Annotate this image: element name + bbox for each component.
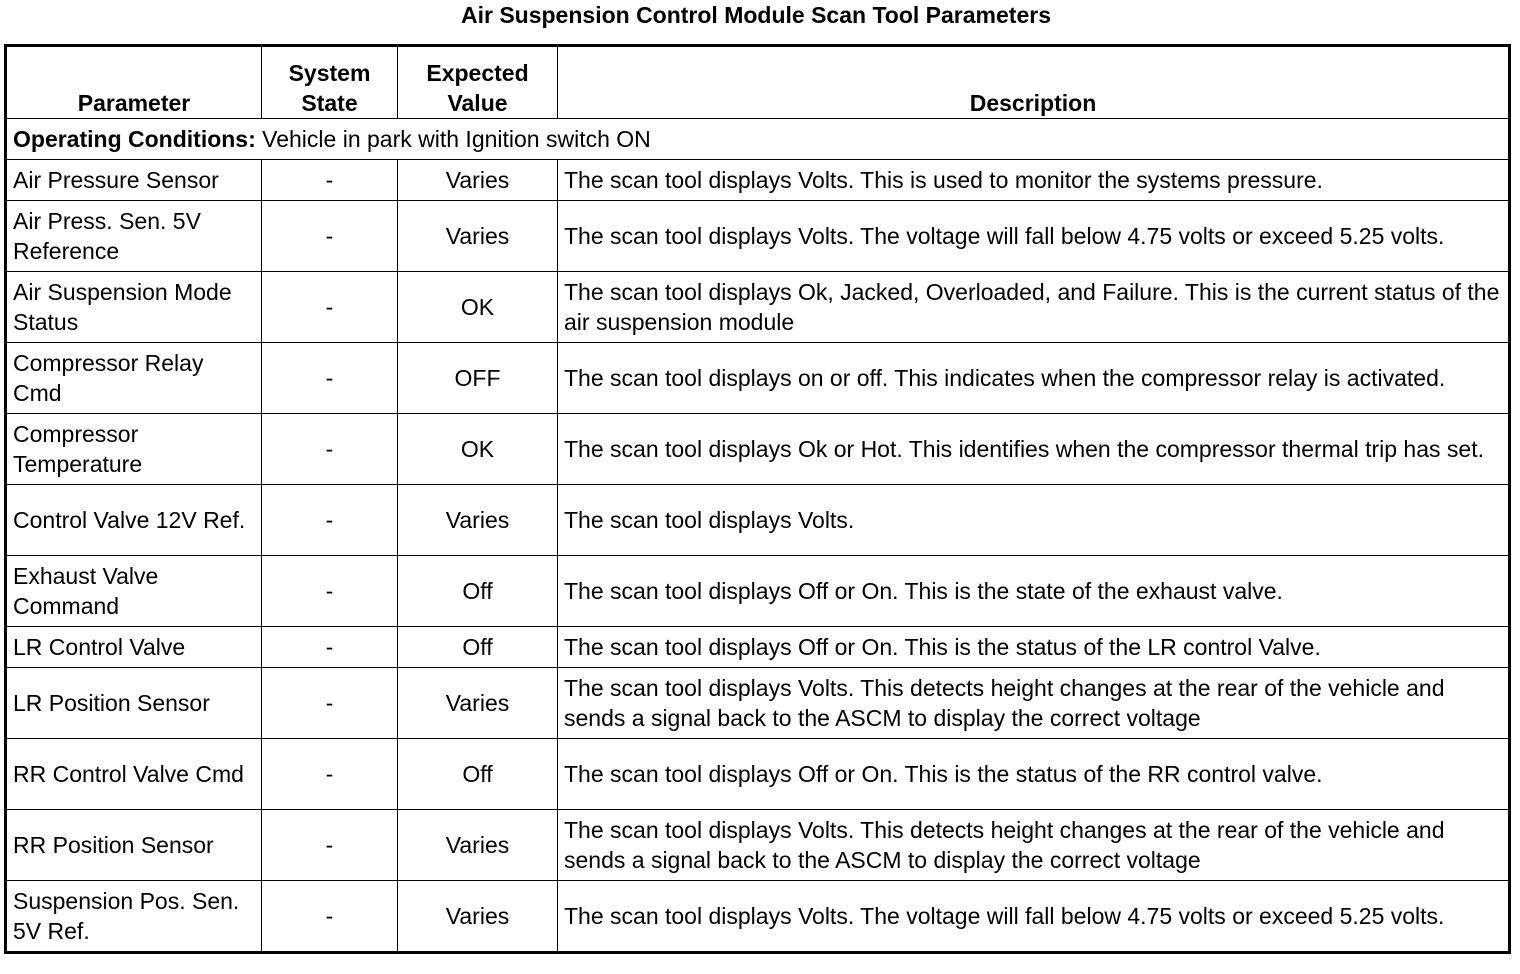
parameter-cell: RR Position Sensor: [6, 810, 262, 881]
parameter-cell: Air Suspension Mode Status: [6, 272, 262, 343]
description-cell: The scan tool displays on or off. This indicates when the compressor relay is activated.: [558, 343, 1510, 414]
expected-value-cell: Varies: [398, 485, 558, 556]
description-cell: The scan tool displays Off or On. This is the status of the LR control Valve.: [558, 627, 1510, 668]
expected-value-cell: Off: [398, 739, 558, 810]
column-header-system-state: System State: [262, 46, 398, 119]
expected-value-cell: Off: [398, 627, 558, 668]
description-cell: The scan tool displays Volts. The voltage will fall below 4.75 volts or exceed 5.25 volts.: [558, 201, 1510, 272]
system-state-cell: -: [262, 272, 398, 343]
system-state-cell: -: [262, 201, 398, 272]
expected-value-cell: Varies: [398, 810, 558, 881]
parameter-cell: Compressor Temperature: [6, 414, 262, 485]
description-cell: The scan tool displays Volts. This detects height changes at the rear of the vehicle and sends a signal back to the ASCM to display the correct voltage: [558, 668, 1510, 739]
page-title: Air Suspension Control Module Scan Tool Parameters: [460, 2, 1051, 28]
expected-value-cell: OK: [398, 414, 558, 485]
description-cell: The scan tool displays Volts. This is used to monitor the systems pressure.: [558, 160, 1510, 201]
operating-conditions-text: Vehicle in park with Ignition switch ON: [255, 126, 651, 152]
scan-tool-parameters-table: [4, 44, 1511, 954]
system-state-cell: -: [262, 627, 398, 668]
column-header-expected-value: Expected Value: [398, 46, 558, 119]
table-row: [6, 272, 1510, 343]
system-state-cell: -: [262, 556, 398, 627]
parameter-cell: LR Position Sensor: [6, 668, 262, 739]
column-header-parameter: Parameter: [6, 46, 262, 119]
parameter-cell: Air Press. Sen. 5V Reference: [6, 201, 262, 272]
system-state-cell: -: [262, 881, 398, 953]
column-header-description: Description: [558, 46, 1510, 119]
expected-value-cell: Off: [398, 556, 558, 627]
description-cell: The scan tool displays Ok, Jacked, Overloaded, and Failure. This is the current status of the air suspension module: [558, 272, 1510, 343]
table-row: [6, 556, 1510, 627]
table-row: [6, 810, 1510, 881]
parameter-cell: Exhaust Valve Command: [6, 556, 262, 627]
table-row: [6, 627, 1510, 668]
description-cell: The scan tool displays Volts. This detects height changes at the rear of the vehicle and sends a signal back to the ASCM to display the correct voltage: [558, 810, 1510, 881]
description-cell: The scan tool displays Off or On. This is the status of the RR control valve.: [558, 739, 1510, 810]
description-cell: The scan tool displays Volts.: [558, 485, 1510, 556]
parameter-cell: Suspension Pos. Sen. 5V Ref.: [6, 881, 262, 953]
table-row: [6, 343, 1510, 414]
parameter-cell: Air Pressure Sensor: [6, 160, 262, 201]
system-state-cell: -: [262, 414, 398, 485]
header-row: [6, 46, 1510, 119]
table-row: [6, 739, 1510, 810]
system-state-cell: -: [262, 160, 398, 201]
table-row: [6, 485, 1510, 556]
table-row: [6, 201, 1510, 272]
parameter-cell: LR Control Valve: [6, 627, 262, 668]
expected-value-cell: Varies: [398, 881, 558, 953]
expected-value-cell: OFF: [398, 343, 558, 414]
parameter-cell: Compressor Relay Cmd: [6, 343, 262, 414]
operating-conditions-row: [6, 119, 1510, 160]
system-state-cell: -: [262, 485, 398, 556]
description-cell: The scan tool displays Ok or Hot. This identifies when the compressor thermal trip has set.: [558, 414, 1510, 485]
expected-value-cell: Varies: [398, 668, 558, 739]
expected-value-cell: Varies: [398, 160, 558, 201]
operating-conditions-label: Operating Conditions:: [13, 126, 256, 152]
table-row: [6, 414, 1510, 485]
parameter-cell: Control Valve 12V Ref.: [6, 485, 262, 556]
table-row: [6, 160, 1510, 201]
table-row: [6, 668, 1510, 739]
system-state-cell: -: [262, 739, 398, 810]
expected-value-cell: OK: [398, 272, 558, 343]
expected-value-cell: Varies: [398, 201, 558, 272]
parameter-cell: RR Control Valve Cmd: [6, 739, 262, 810]
operating-conditions-cell: [6, 119, 1510, 160]
system-state-cell: -: [262, 668, 398, 739]
table-row: [6, 881, 1510, 953]
description-cell: The scan tool displays Volts. The voltage will fall below 4.75 volts or exceed 5.25 volts.: [558, 881, 1510, 953]
description-cell: The scan tool displays Off or On. This is the state of the exhaust valve.: [558, 556, 1510, 627]
system-state-cell: -: [262, 343, 398, 414]
system-state-cell: -: [262, 810, 398, 881]
